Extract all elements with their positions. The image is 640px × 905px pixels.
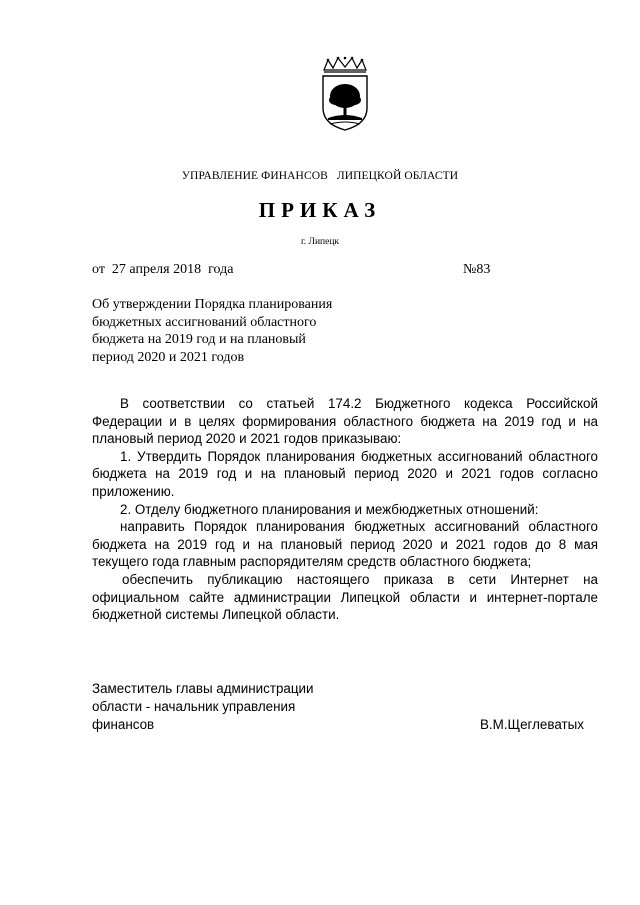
document-body bbox=[92, 395, 598, 624]
subject-line: Об утверждении Порядка планирования bbox=[92, 297, 333, 312]
subject-line: период 2020 и 2021 годов bbox=[92, 349, 245, 365]
city-name: г. Липецк bbox=[300, 237, 340, 247]
body-paragraph-item-2: 2. Отделу бюджетного планирования и межбюджетных отношений: bbox=[120, 501, 539, 517]
body-paragraph-subitem-publish: обеспечить публикацию настоящего приказа в сети Интернет на официальном сайте администрации Липецкой области и интернет-портале бюджетной системы Липецкой области. bbox=[92, 571, 598, 623]
subject-line: бюджета на 2019 год и на плановый bbox=[92, 332, 306, 347]
document-date: от 27 апреля 2018 года bbox=[92, 262, 234, 277]
signer-position-line: области - начальник управления bbox=[92, 699, 296, 714]
document-type-title: ПРИКАЗ bbox=[258, 198, 382, 222]
signer-position-line: финансов bbox=[92, 717, 155, 732]
signer-name: В.М.Щеглеватых bbox=[480, 717, 584, 732]
document-number: №83 bbox=[463, 262, 491, 277]
body-paragraph-preamble: В соответствии со статьей 174.2 Бюджетного кодекса Российской Федерации и в целях формирования областного бюджета на 2019 год и на плановый период 2020 и 2021 годов приказываю: bbox=[92, 396, 598, 447]
subject-line: бюджетных ассигнований областного bbox=[92, 314, 317, 330]
organization-name: УПРАВЛЕНИЕ ФИНАНСОВ ЛИПЕЦКОЙ ОБЛАСТИ bbox=[181, 170, 459, 182]
body-paragraph-subitem-send: направить Порядок планирования бюджетных ассигнований областного бюджета на 2019 год и на плановый период 2020 и 2021 годов до 8 мая текущего года главным распорядителям средств областного бюджета; bbox=[92, 519, 598, 570]
document-subject bbox=[92, 296, 382, 366]
signer-position-line: Заместитель главы администрации bbox=[92, 681, 314, 696]
body-paragraph-item-1: 1. Утвердить Порядок планирования бюджетных ассигнований областного бюджета на 2019 год и на плановый период 2020 и 2021 годов согласно приложению. bbox=[92, 448, 598, 499]
signer-position bbox=[92, 680, 392, 734]
lipetsk-coat-of-arms-icon bbox=[318, 56, 372, 132]
